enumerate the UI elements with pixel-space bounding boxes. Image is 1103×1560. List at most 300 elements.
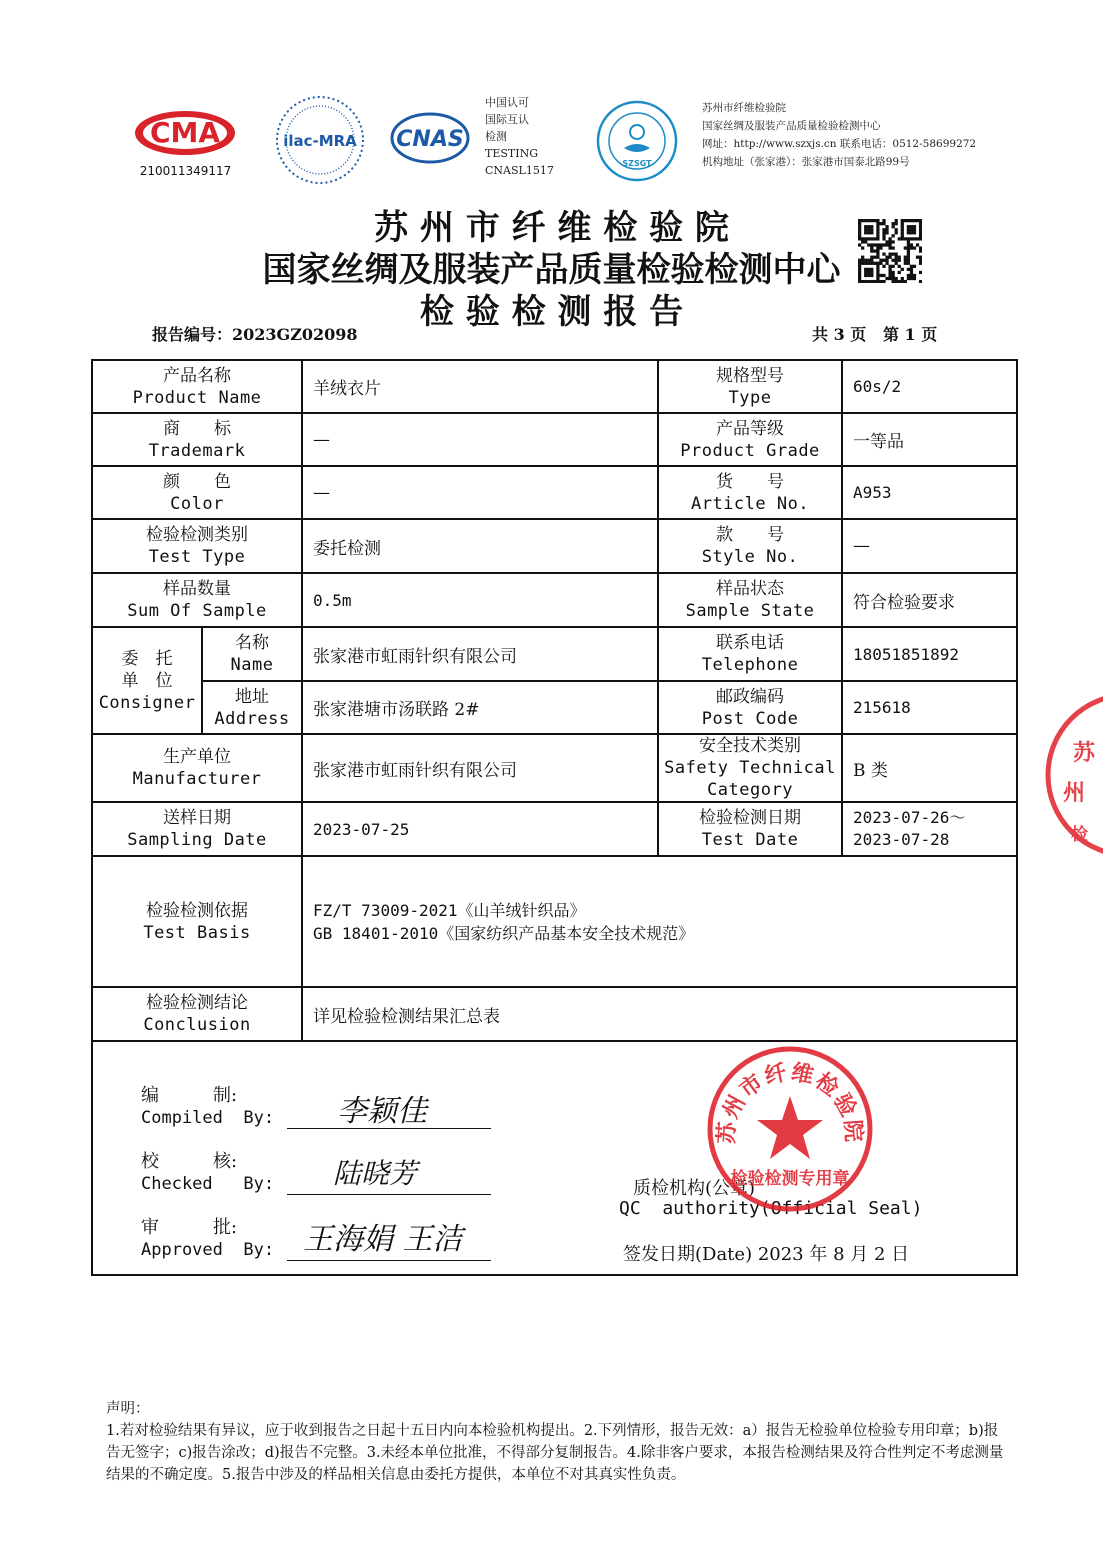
qr-module bbox=[888, 237, 891, 240]
qr-module bbox=[919, 280, 922, 283]
qr-module bbox=[858, 262, 861, 265]
qr-module bbox=[885, 228, 888, 231]
table-row bbox=[92, 734, 1017, 802]
qr-module bbox=[910, 219, 913, 222]
qr-module bbox=[873, 256, 876, 259]
qr-module bbox=[858, 259, 861, 262]
qr-module bbox=[907, 259, 910, 262]
qr-module bbox=[901, 231, 904, 234]
qr-module bbox=[879, 262, 882, 265]
label-cn: 样品状态 bbox=[716, 579, 785, 599]
qr-module bbox=[876, 265, 879, 268]
table-row bbox=[92, 466, 1017, 519]
title-center: 国家丝绸及服装产品质量检验检测中心 bbox=[262, 250, 841, 290]
qr-module bbox=[876, 231, 879, 234]
qr-module bbox=[873, 237, 876, 240]
qr-module bbox=[919, 256, 922, 259]
qr-module bbox=[892, 234, 895, 237]
table-row bbox=[92, 573, 1017, 627]
qr-module bbox=[901, 219, 904, 222]
qr-module bbox=[873, 262, 876, 265]
telephone-label bbox=[658, 627, 842, 681]
institute-info-line: 国家丝绸及服装产品质量检验检测中心 bbox=[702, 120, 881, 132]
qr-module bbox=[907, 243, 910, 246]
manufacturer-label bbox=[92, 734, 302, 802]
qr-module bbox=[888, 277, 891, 280]
qr-module bbox=[895, 280, 898, 283]
qr-module bbox=[910, 225, 913, 228]
qr-module bbox=[910, 265, 913, 268]
label-en: Checked By: bbox=[141, 1174, 275, 1194]
qr-module bbox=[916, 243, 919, 246]
qr-module bbox=[907, 231, 910, 234]
label-cn: 产品名称 bbox=[163, 365, 231, 386]
qr-module bbox=[858, 271, 861, 274]
title-institute: 苏 州 市 纤 维 检 验 院 bbox=[374, 208, 729, 248]
seal-star-icon bbox=[757, 1096, 823, 1159]
qr-module bbox=[867, 231, 870, 234]
label-en: Type bbox=[728, 387, 772, 408]
qr-module bbox=[879, 246, 882, 249]
qr-module bbox=[867, 271, 870, 274]
qc-authority-cn: 质检机构(公章) bbox=[633, 1178, 756, 1199]
qr-module bbox=[892, 246, 895, 249]
qr-module bbox=[864, 228, 867, 231]
qr-module bbox=[873, 249, 876, 252]
qr-module bbox=[882, 219, 885, 222]
qr-module bbox=[916, 237, 919, 240]
qr-module bbox=[870, 225, 873, 228]
qr-module bbox=[870, 256, 873, 259]
qr-module bbox=[864, 262, 867, 265]
qr-module bbox=[898, 256, 901, 259]
qr-module bbox=[892, 265, 895, 268]
qr-module bbox=[888, 256, 891, 259]
label-cn: 联系电话 bbox=[716, 633, 785, 653]
qr-module bbox=[861, 259, 864, 262]
qr-module bbox=[892, 222, 895, 225]
qr-module bbox=[907, 249, 910, 252]
product-name-label bbox=[92, 360, 302, 413]
qr-module bbox=[885, 256, 888, 259]
label-en: Sampling Date bbox=[127, 830, 267, 850]
qr-module bbox=[876, 237, 879, 240]
style-label bbox=[658, 519, 842, 573]
qr-module bbox=[898, 280, 901, 283]
qr-module bbox=[861, 262, 864, 265]
institute-info-line: 网址：http://www.szxjs.cn 联系电话：0512-58699272 bbox=[702, 138, 977, 150]
qr-module bbox=[888, 271, 891, 274]
safety-label bbox=[658, 734, 842, 802]
qr-module bbox=[858, 234, 861, 237]
compiled-signature-line bbox=[287, 1128, 491, 1129]
qr-module bbox=[895, 253, 898, 256]
qr-module bbox=[867, 237, 870, 240]
qr-module bbox=[879, 274, 882, 277]
qr-module bbox=[882, 234, 885, 237]
label-cn: 审 批: bbox=[141, 1217, 238, 1238]
approved-signature: 王海娟 王洁 bbox=[303, 1222, 463, 1257]
qr-module bbox=[858, 219, 861, 222]
qr-module bbox=[870, 274, 873, 277]
qr-module bbox=[913, 231, 916, 234]
qr-module bbox=[895, 231, 898, 234]
issue-date: 签发日期(Date) 2023 年 8 月 2 日 bbox=[623, 1244, 910, 1265]
label-en: Conclusion bbox=[143, 1015, 251, 1035]
label-en: Color bbox=[170, 493, 224, 514]
qr-module bbox=[858, 228, 861, 231]
qr-module bbox=[907, 253, 910, 256]
qr-module bbox=[870, 280, 873, 283]
qr-module bbox=[864, 225, 867, 228]
qr-module bbox=[904, 262, 907, 265]
label-en: Product Grade bbox=[680, 440, 820, 461]
qr-module bbox=[876, 280, 879, 283]
qr-module bbox=[861, 240, 864, 243]
qr-module bbox=[882, 237, 885, 240]
trademark-label bbox=[92, 413, 302, 466]
qr-module bbox=[867, 280, 870, 283]
label-cn: 邮政编码 bbox=[716, 686, 785, 707]
label-cn: 颜 色 bbox=[163, 471, 231, 492]
qr-module bbox=[876, 228, 879, 231]
qr-module bbox=[895, 259, 898, 262]
qr-module bbox=[892, 259, 895, 262]
qr-module bbox=[873, 280, 876, 283]
qr-module bbox=[876, 268, 879, 271]
qr-module bbox=[876, 219, 879, 222]
qr-module bbox=[888, 265, 891, 268]
qr-module bbox=[858, 237, 861, 240]
qr-module bbox=[885, 262, 888, 265]
qr-module bbox=[919, 228, 922, 231]
label-cn: 检验检测日期 bbox=[699, 808, 802, 828]
sample-sum-label bbox=[92, 573, 302, 627]
qr-module bbox=[913, 277, 916, 280]
qr-module bbox=[901, 280, 904, 283]
qr-module bbox=[919, 259, 922, 262]
institute-info-line: 机构地址（张家港）：张家港市国泰北路99号 bbox=[702, 156, 910, 168]
qr-module bbox=[870, 219, 873, 222]
label-en: Safety Technical bbox=[664, 758, 836, 778]
qr-module bbox=[892, 271, 895, 274]
label-cn: 编 制: bbox=[141, 1085, 238, 1106]
test-type-label bbox=[92, 519, 302, 573]
qr-module bbox=[901, 234, 904, 237]
label-cn: 名称 bbox=[235, 633, 269, 653]
report-number: 报告编号：2023GZ02098 bbox=[152, 325, 358, 344]
qr-module bbox=[919, 262, 922, 265]
qr-module bbox=[876, 234, 879, 237]
qr-module bbox=[879, 243, 882, 246]
consigner-address-value: 张家港塘市汤联路 2# bbox=[302, 681, 658, 734]
qr-module bbox=[895, 277, 898, 280]
page-count: 共 3 页 第 1 页 bbox=[812, 325, 938, 344]
qr-module bbox=[907, 262, 910, 265]
qr-module bbox=[873, 243, 876, 246]
qr-module bbox=[907, 246, 910, 249]
qr-module bbox=[901, 228, 904, 231]
conclusion-value: 详见检验检测结果汇总表 bbox=[302, 987, 1017, 1041]
qr-module bbox=[864, 268, 867, 271]
cnas-info-line: TESTING bbox=[485, 147, 538, 160]
qr-module bbox=[870, 243, 873, 246]
label-en: Article No. bbox=[690, 493, 810, 514]
notes-heading: 声明： bbox=[106, 1401, 150, 1417]
qr-module bbox=[858, 231, 861, 234]
cnas-logo-text: CNAS bbox=[396, 127, 464, 152]
label-en: Compiled By: bbox=[141, 1108, 275, 1128]
qr-module bbox=[907, 240, 910, 243]
color-value: — bbox=[302, 466, 658, 519]
qr-module bbox=[876, 253, 879, 256]
svg-text:州: 州 bbox=[1063, 780, 1086, 806]
qr-module bbox=[876, 222, 879, 225]
cnas-info-line: 中国认可 bbox=[485, 96, 529, 109]
qr-module bbox=[907, 277, 910, 280]
qr-module bbox=[876, 256, 879, 259]
qr-module bbox=[910, 231, 913, 234]
sample-state-value: 符合检验要求 bbox=[842, 573, 1017, 627]
sample-sum-value: 0.5m bbox=[302, 573, 658, 627]
test-date-label bbox=[658, 802, 842, 856]
qr-code bbox=[858, 219, 922, 283]
qr-module bbox=[907, 274, 910, 277]
qr-module bbox=[913, 246, 916, 249]
qr-module bbox=[870, 231, 873, 234]
checked-signature: 陆晓芳 bbox=[333, 1157, 418, 1190]
qr-module bbox=[870, 246, 873, 249]
qr-module bbox=[858, 277, 861, 280]
qr-module bbox=[876, 271, 879, 274]
label-en: Category bbox=[707, 780, 793, 800]
qr-module bbox=[888, 253, 891, 256]
grade-value: 一等品 bbox=[842, 413, 1017, 466]
qr-module bbox=[858, 222, 861, 225]
qr-module bbox=[919, 219, 922, 222]
cnas-info-line: 国际互认 bbox=[485, 113, 529, 126]
qr-module bbox=[910, 237, 913, 240]
qr-module bbox=[904, 246, 907, 249]
qr-module bbox=[907, 219, 910, 222]
qr-module bbox=[901, 268, 904, 271]
qr-module bbox=[882, 259, 885, 262]
official-seal bbox=[705, 1044, 875, 1214]
qr-module bbox=[904, 237, 907, 240]
qr-module bbox=[882, 228, 885, 231]
label-en: Trademark bbox=[148, 440, 246, 461]
qr-module bbox=[864, 237, 867, 240]
qr-module bbox=[867, 274, 870, 277]
qr-module bbox=[870, 259, 873, 262]
label-en: Product Name bbox=[132, 387, 262, 408]
qr-module bbox=[901, 277, 904, 280]
qr-module bbox=[913, 228, 916, 231]
qr-module bbox=[919, 225, 922, 228]
qr-module bbox=[867, 219, 870, 222]
qr-module bbox=[895, 222, 898, 225]
qr-module bbox=[919, 271, 922, 274]
qr-module bbox=[870, 237, 873, 240]
qr-module bbox=[876, 249, 879, 252]
cnas-logo bbox=[390, 108, 470, 168]
cma-logo-text: CMA bbox=[149, 116, 221, 149]
compiled-label bbox=[141, 1084, 274, 1130]
style-value: — bbox=[842, 519, 1017, 573]
table-row bbox=[92, 856, 1017, 987]
cma-number: 210011349117 bbox=[139, 164, 232, 178]
label-en: Name bbox=[230, 655, 274, 675]
qr-module bbox=[901, 222, 904, 225]
article-value: A953 bbox=[842, 466, 1017, 519]
qr-module bbox=[858, 243, 861, 246]
qr-module bbox=[895, 228, 898, 231]
label-cn: 检验检测结论 bbox=[146, 993, 248, 1013]
qr-module bbox=[913, 274, 916, 277]
qr-module bbox=[885, 225, 888, 228]
qr-module bbox=[898, 259, 901, 262]
label-cn: 产品等级 bbox=[716, 418, 785, 439]
label-en: Sum Of Sample bbox=[127, 601, 267, 621]
qr-module bbox=[864, 240, 867, 243]
qr-module bbox=[907, 237, 910, 240]
test-date-value bbox=[842, 802, 1017, 856]
qr-module bbox=[879, 259, 882, 262]
qr-module bbox=[901, 225, 904, 228]
qr-module bbox=[907, 268, 910, 271]
cnas-info-line: CNASL1517 bbox=[485, 164, 554, 177]
qr-module bbox=[861, 256, 864, 259]
qr-module bbox=[882, 253, 885, 256]
institute-info bbox=[702, 100, 1022, 170]
cma-logo bbox=[133, 108, 238, 178]
svg-text:检: 检 bbox=[1071, 825, 1088, 845]
qr-module bbox=[882, 280, 885, 283]
table-row bbox=[92, 1041, 1017, 1275]
table-row bbox=[92, 987, 1017, 1041]
qr-module bbox=[858, 280, 861, 283]
sampling-date-label bbox=[92, 802, 302, 856]
test-basis-standard: GB 18401-2010《国家纺织产品基本安全技术规范》 bbox=[313, 923, 695, 943]
qr-module bbox=[898, 271, 901, 274]
qr-module bbox=[858, 274, 861, 277]
qr-module bbox=[861, 246, 864, 249]
qr-module bbox=[898, 237, 901, 240]
qr-module bbox=[892, 274, 895, 277]
qr-module bbox=[910, 274, 913, 277]
consigner-address-label bbox=[202, 681, 302, 734]
postcode-value: 215618 bbox=[842, 681, 1017, 734]
qr-module bbox=[885, 243, 888, 246]
qr-module bbox=[904, 256, 907, 259]
qr-module bbox=[864, 219, 867, 222]
label-cn: 生产单位 bbox=[163, 747, 231, 767]
qr-module bbox=[892, 280, 895, 283]
table-row bbox=[92, 360, 1017, 413]
qr-module bbox=[898, 265, 901, 268]
color-label bbox=[92, 466, 302, 519]
qr-module bbox=[864, 271, 867, 274]
ilac-logo-text: ilac-MRA bbox=[283, 132, 357, 150]
qr-module bbox=[913, 237, 916, 240]
qr-module bbox=[885, 240, 888, 243]
label-cn: 校 核: bbox=[141, 1151, 238, 1172]
qr-module bbox=[892, 240, 895, 243]
qr-module bbox=[892, 277, 895, 280]
qr-module bbox=[873, 219, 876, 222]
approved-signature-line bbox=[287, 1260, 491, 1261]
szsgt-logo bbox=[596, 100, 678, 182]
label-cn: 安全技术类别 bbox=[699, 736, 802, 756]
qr-module bbox=[861, 280, 864, 283]
test-date-start: 2023-07-26～ bbox=[853, 808, 966, 827]
grade-label bbox=[658, 413, 842, 466]
qr-module bbox=[916, 256, 919, 259]
qr-module bbox=[907, 228, 910, 231]
qr-module bbox=[864, 280, 867, 283]
qr-module bbox=[907, 256, 910, 259]
test-basis-standard: FZ/T 73009-2021《山羊绒针织品》 bbox=[313, 900, 586, 920]
qr-module bbox=[888, 274, 891, 277]
edge-seal-partial bbox=[1043, 690, 1103, 860]
qr-module bbox=[858, 225, 861, 228]
qr-module bbox=[888, 268, 891, 271]
qr-module bbox=[867, 243, 870, 246]
label-cn: 货 号 bbox=[716, 471, 785, 492]
qr-module bbox=[885, 231, 888, 234]
qr-module bbox=[919, 234, 922, 237]
label-en: Address bbox=[214, 708, 290, 729]
qr-module bbox=[919, 249, 922, 252]
sampling-date-value: 2023-07-25 bbox=[302, 802, 658, 856]
consigner-name-label bbox=[202, 627, 302, 681]
qr-module bbox=[867, 228, 870, 231]
table-row bbox=[92, 681, 1017, 734]
report-table bbox=[91, 359, 1018, 1276]
table-row bbox=[92, 802, 1017, 856]
article-label bbox=[658, 466, 842, 519]
label-en: Manufacturer bbox=[132, 769, 262, 789]
qr-module bbox=[913, 225, 916, 228]
qr-module bbox=[895, 256, 898, 259]
table-row bbox=[92, 413, 1017, 466]
qr-module bbox=[885, 259, 888, 262]
qr-module bbox=[879, 280, 882, 283]
checked-signature-line bbox=[287, 1194, 491, 1195]
qr-module bbox=[904, 219, 907, 222]
qr-module bbox=[876, 246, 879, 249]
label-cn: 单 位 bbox=[121, 670, 173, 691]
qr-module bbox=[885, 277, 888, 280]
label-en: Consigner bbox=[98, 692, 196, 713]
qr-module bbox=[864, 259, 867, 262]
qr-module bbox=[870, 271, 873, 274]
qr-module bbox=[867, 259, 870, 262]
qr-module bbox=[904, 259, 907, 262]
qr-module bbox=[892, 253, 895, 256]
ilac-mra-logo bbox=[274, 94, 366, 186]
label-en: Sample State bbox=[685, 601, 815, 621]
qr-module bbox=[882, 274, 885, 277]
trademark-value: — bbox=[302, 413, 658, 466]
qr-module bbox=[864, 274, 867, 277]
qr-module bbox=[876, 262, 879, 265]
test-basis-label bbox=[92, 856, 302, 987]
label-en: Post Code bbox=[701, 708, 799, 729]
qr-module bbox=[895, 262, 898, 265]
qr-module bbox=[913, 265, 916, 268]
label-en: Test Date bbox=[701, 830, 799, 850]
